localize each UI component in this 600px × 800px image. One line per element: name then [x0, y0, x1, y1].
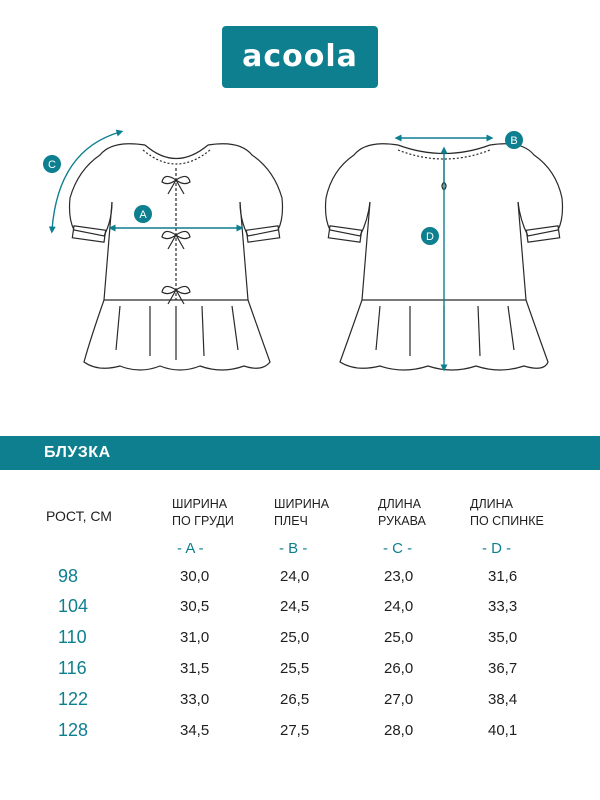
garment-diagram	[0, 110, 600, 390]
table-cell: 30,5	[180, 598, 210, 615]
column-code-a: - A -	[177, 540, 204, 557]
table-cell: 31,0	[180, 629, 210, 646]
measure-b-label: B	[510, 135, 518, 147]
table-cell: 31,5	[180, 660, 210, 677]
column-header-a-line1: ШИРИНА	[172, 497, 228, 511]
brand-logo	[222, 26, 378, 88]
row-height-128: 128	[58, 720, 89, 740]
row-height-116: 116	[58, 658, 87, 678]
table-cell: 25,0	[280, 629, 310, 646]
table-cell: 24,0	[280, 568, 310, 585]
column-code-b: - B -	[279, 540, 308, 557]
table-cell: 36,7	[488, 660, 518, 677]
column-code-d: - D -	[482, 540, 512, 557]
table-cell: 26,5	[280, 691, 310, 708]
table-cell: 31,6	[488, 568, 518, 585]
row-height-110: 110	[58, 627, 87, 647]
column-header-b	[274, 496, 329, 530]
row-height-104: 104	[58, 596, 89, 616]
table-cell: 40,1	[488, 722, 518, 739]
row-height-122: 122	[58, 689, 89, 709]
table-cell: 38,4	[488, 691, 518, 708]
column-header-c-line2: РУКАВА	[378, 514, 426, 528]
table-cell: 24,0	[384, 598, 414, 615]
table-cell: 23,0	[384, 568, 414, 585]
table-cell: 27,0	[384, 691, 414, 708]
front-left-sleeve	[70, 144, 146, 236]
table-cell: 34,5	[180, 722, 210, 739]
column-header-d-line1: ДЛИНА	[470, 497, 514, 511]
row-header-label: РОСТ, СМ	[46, 508, 112, 524]
table-cell: 33,3	[488, 598, 518, 615]
column-header-a-line2: ПО ГРУДИ	[172, 514, 234, 528]
measure-a-label: A	[139, 209, 147, 221]
table-cell: 25,5	[280, 660, 310, 677]
front-view	[70, 144, 283, 370]
table-cell: 26,0	[384, 660, 414, 677]
column-code-c: - C -	[383, 540, 413, 557]
front-neckline	[145, 145, 208, 159]
measure-c-label: C	[48, 159, 56, 171]
column-header-c-line1: ДЛИНА	[378, 497, 422, 511]
table-cell: 33,0	[180, 691, 210, 708]
back-left-sleeve	[326, 144, 399, 236]
table-cell: 30,0	[180, 568, 210, 585]
column-header-b-line1: ШИРИНА	[274, 497, 330, 511]
column-header-c	[378, 496, 426, 530]
section-title: БЛУЗКА	[44, 444, 111, 461]
front-right-sleeve	[208, 144, 283, 236]
column-header-d	[470, 496, 544, 530]
table-cell: 27,5	[280, 722, 310, 739]
measure-c-line	[52, 132, 120, 230]
front-ruffle	[84, 300, 270, 370]
row-height-98: 98	[58, 566, 79, 586]
column-header-b-line2: ПЛЕЧ	[274, 514, 308, 528]
brand-logo-text: acoola	[242, 39, 358, 74]
section-header	[0, 436, 600, 470]
back-right-sleeve	[490, 144, 563, 236]
table-cell: 24,5	[280, 598, 310, 615]
table-cell: 28,0	[384, 722, 414, 739]
measure-d-label: D	[426, 231, 434, 243]
table-cell: 35,0	[488, 629, 518, 646]
table-cell: 25,0	[384, 629, 414, 646]
column-header-a	[172, 496, 234, 530]
column-header-d-line2: ПО СПИНКЕ	[470, 514, 544, 528]
